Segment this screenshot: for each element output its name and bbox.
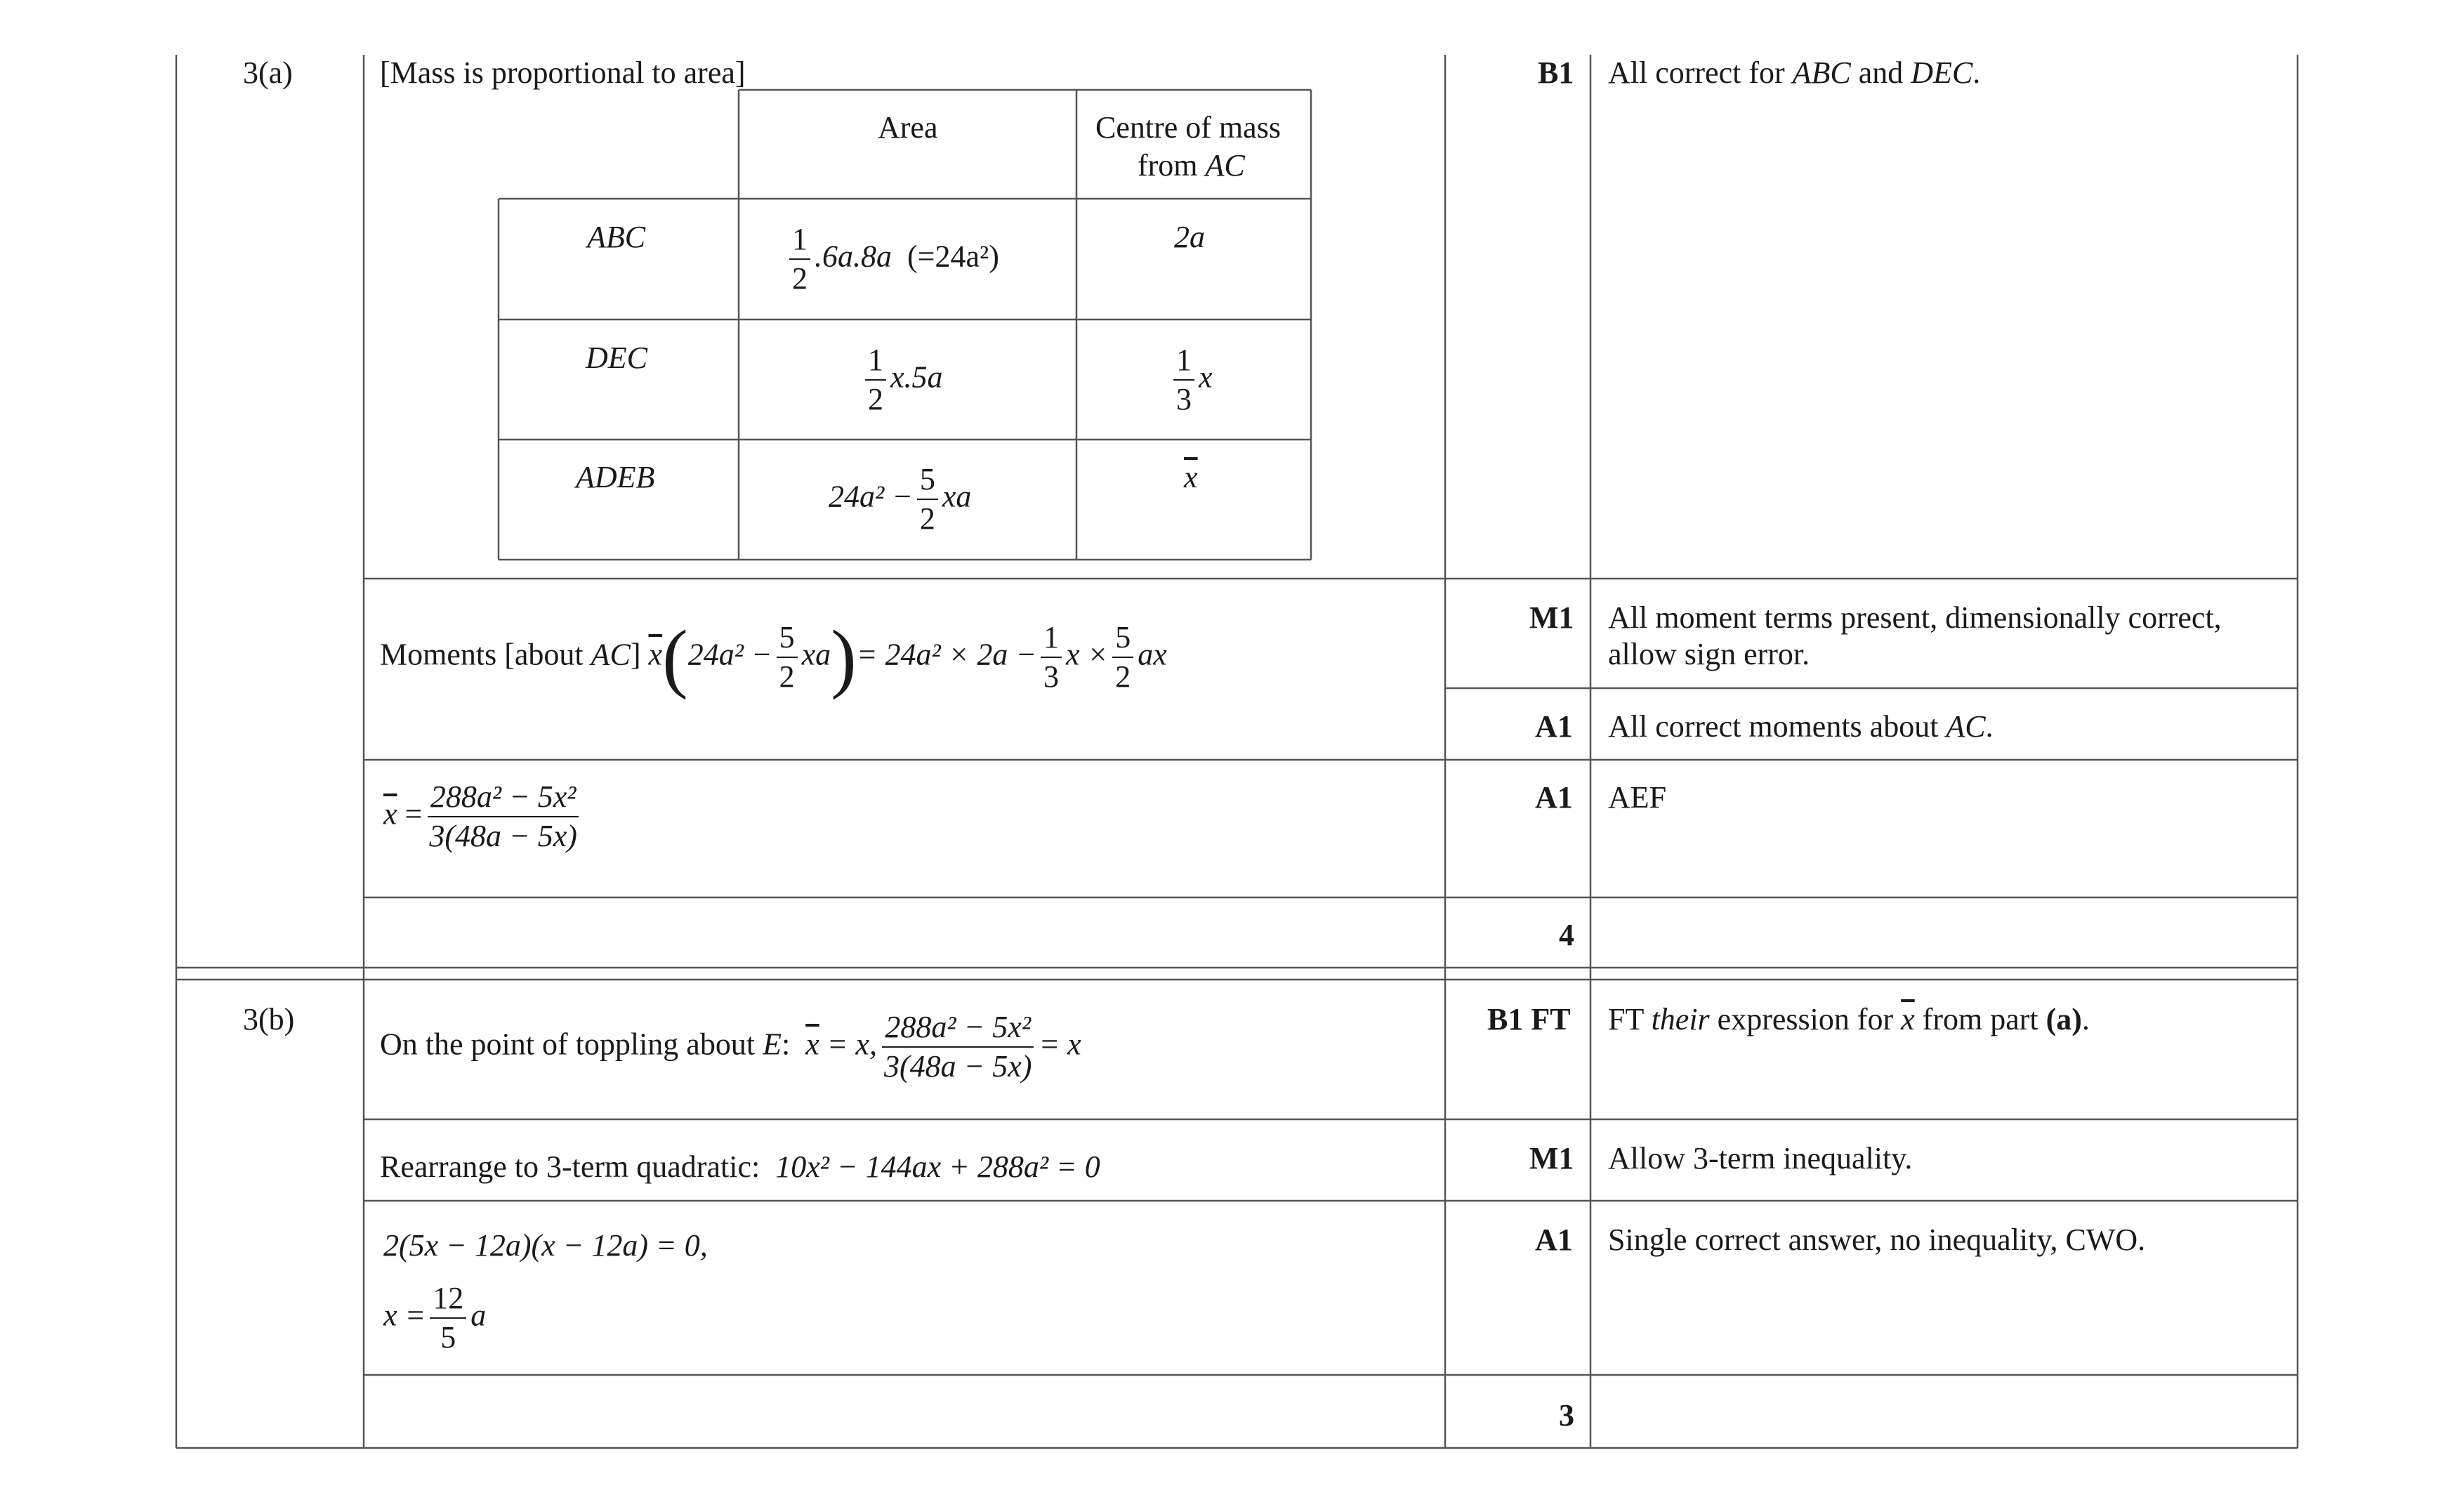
row-label-adeb: ADEB bbox=[576, 460, 655, 494]
mark-a1-3b: A1 bbox=[1535, 1223, 1573, 1257]
x-solution: x = $\frac{12}{5}$ a bbox=[383, 1281, 487, 1355]
area-abc: $\frac{1}{2}$ .6a.8a (=24a²) bbox=[785, 223, 999, 295]
mark-a1-aef: A1 bbox=[1535, 780, 1573, 815]
table-header-area: Area bbox=[878, 110, 938, 145]
total-3b: 3 bbox=[1559, 1398, 1574, 1433]
area-dec: $\frac{1}{2}$ x.5a bbox=[861, 344, 943, 416]
guidance-a1: All correct moments about AC. bbox=[1608, 709, 1994, 744]
factorised-equation: 2(5x − 12a)(x − 12a) = 0, bbox=[383, 1228, 708, 1263]
guidance-m1-3b: Allow 3-term inequality. bbox=[1608, 1141, 1913, 1175]
part-label-3a: 3(a) bbox=[243, 55, 293, 90]
mark-a1: A1 bbox=[1535, 709, 1573, 744]
xbar-result: $\overline{x}$ = $\frac{\text{288a² − 5x²}}{3(48a - 5x)}$ bbox=[383, 781, 584, 852]
table-header-com-from: from AC bbox=[1138, 148, 1245, 183]
mark-m1-3b: M1 bbox=[1529, 1141, 1574, 1175]
area-adeb: 24a² − $\frac{5}{2}$ xa bbox=[829, 462, 972, 536]
com-abc: 2a bbox=[1174, 220, 1205, 254]
mass-note: [Mass is proportional to area] bbox=[380, 55, 746, 90]
topple-equation: On the point of toppling about E: $\overline{x} = x$, $\frac{\text{288a² − 5x²}}{3(48a - 5x)}$ = x bbox=[380, 1010, 1081, 1084]
table-header-com: Centre of mass bbox=[1095, 110, 1281, 145]
com-dec: $\frac{1}{3}$ x bbox=[1169, 344, 1213, 416]
total-3a: 4 bbox=[1559, 918, 1574, 952]
mark-m1: M1 bbox=[1529, 600, 1574, 635]
guidance-m1-line1: All moment terms present, dimensionally correct, bbox=[1608, 600, 2222, 635]
guidance-m1-line2: allow sign error. bbox=[1608, 637, 1810, 671]
guidance-aef: AEF bbox=[1608, 780, 1667, 815]
guidance-b1-ft: FT their expression for $\overline{x}$ from part (a). bbox=[1608, 1002, 2090, 1036]
moments-equation: Moments [about AC] $\overline{x}(24a^2$ − $\frac{5}{2}$ xa)= 24a² × 2a − $\frac{1}{3}$ x × $\frac{5}{2}$ ax bbox=[380, 614, 1167, 701]
com-adeb: $\overline{x}$ bbox=[1184, 460, 1198, 494]
part-label-3b: 3(b) bbox=[243, 1002, 295, 1036]
mark-b1-ft: B1 FT bbox=[1487, 1002, 1571, 1036]
guidance-a1-3b: Single correct answer, no inequality, CWO. bbox=[1608, 1223, 2146, 1257]
rearrange-equation: Rearrange to 3-term quadratic: 10x² − 144ax + 288a² = 0 bbox=[380, 1150, 1100, 1184]
mark-b1: B1 bbox=[1538, 55, 1574, 90]
row-label-abc: ABC bbox=[587, 220, 646, 254]
row-label-dec: DEC bbox=[586, 341, 647, 375]
guidance-b1: All correct for ABC and DEC. bbox=[1608, 55, 1981, 90]
